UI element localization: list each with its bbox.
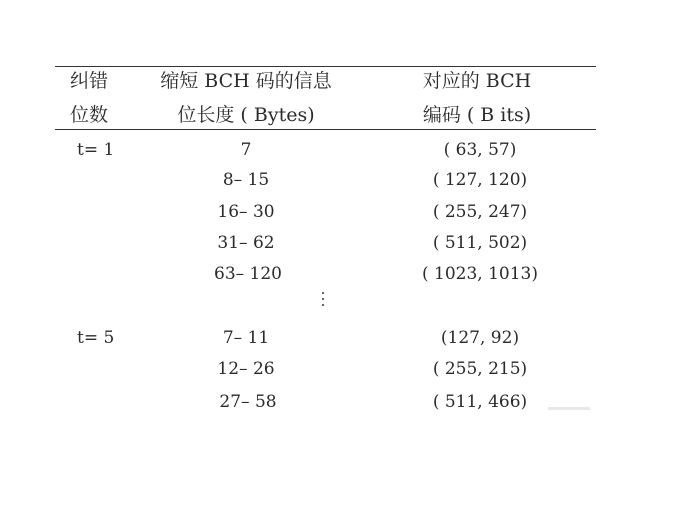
table-row-code: ( 1023, 1013) [421,264,539,284]
table-row-code: ( 255, 215) [432,359,528,379]
table-row-len: 8– 15 [222,170,270,190]
table-header-rule [55,129,596,130]
header-error-bits-line2: 位数 [69,104,109,126]
table-row-len: 12– 26 [217,359,275,379]
group-label-t1: t= 1 [77,140,115,160]
table-row-code: ( 511, 466) [432,392,528,412]
table-row-code: ( 63, 57) [443,140,517,160]
table-row-len: 7 [240,140,252,160]
table-row-len: 63– 120 [214,264,282,284]
group-label-t5: t= 5 [77,328,115,348]
table-row-len: 16– 30 [217,202,275,222]
header-bch-code-line2: 编码 ( B its) [422,104,532,126]
table-row-code: ( 255, 247) [432,202,528,222]
table-row-len: 31– 62 [217,233,275,253]
table-row-code: (127, 92) [440,328,520,348]
header-bch-code-line1: 对应的 BCH [422,70,532,92]
scan-artifact [548,407,590,410]
header-error-bits-line1: 纠错 [69,70,109,92]
vertical-ellipsis [320,292,326,310]
table-row-len: 27– 58 [219,392,277,412]
header-info-length-line2: 位长度 ( Bytes) [177,104,315,126]
table-top-rule [55,66,596,67]
table-row-len: 7– 11 [222,328,270,348]
header-info-length-line1: 缩短 BCH 码的信息 [160,70,332,92]
table-row-code: ( 127, 120) [432,170,528,190]
table-row-code: ( 511, 502) [432,233,528,253]
